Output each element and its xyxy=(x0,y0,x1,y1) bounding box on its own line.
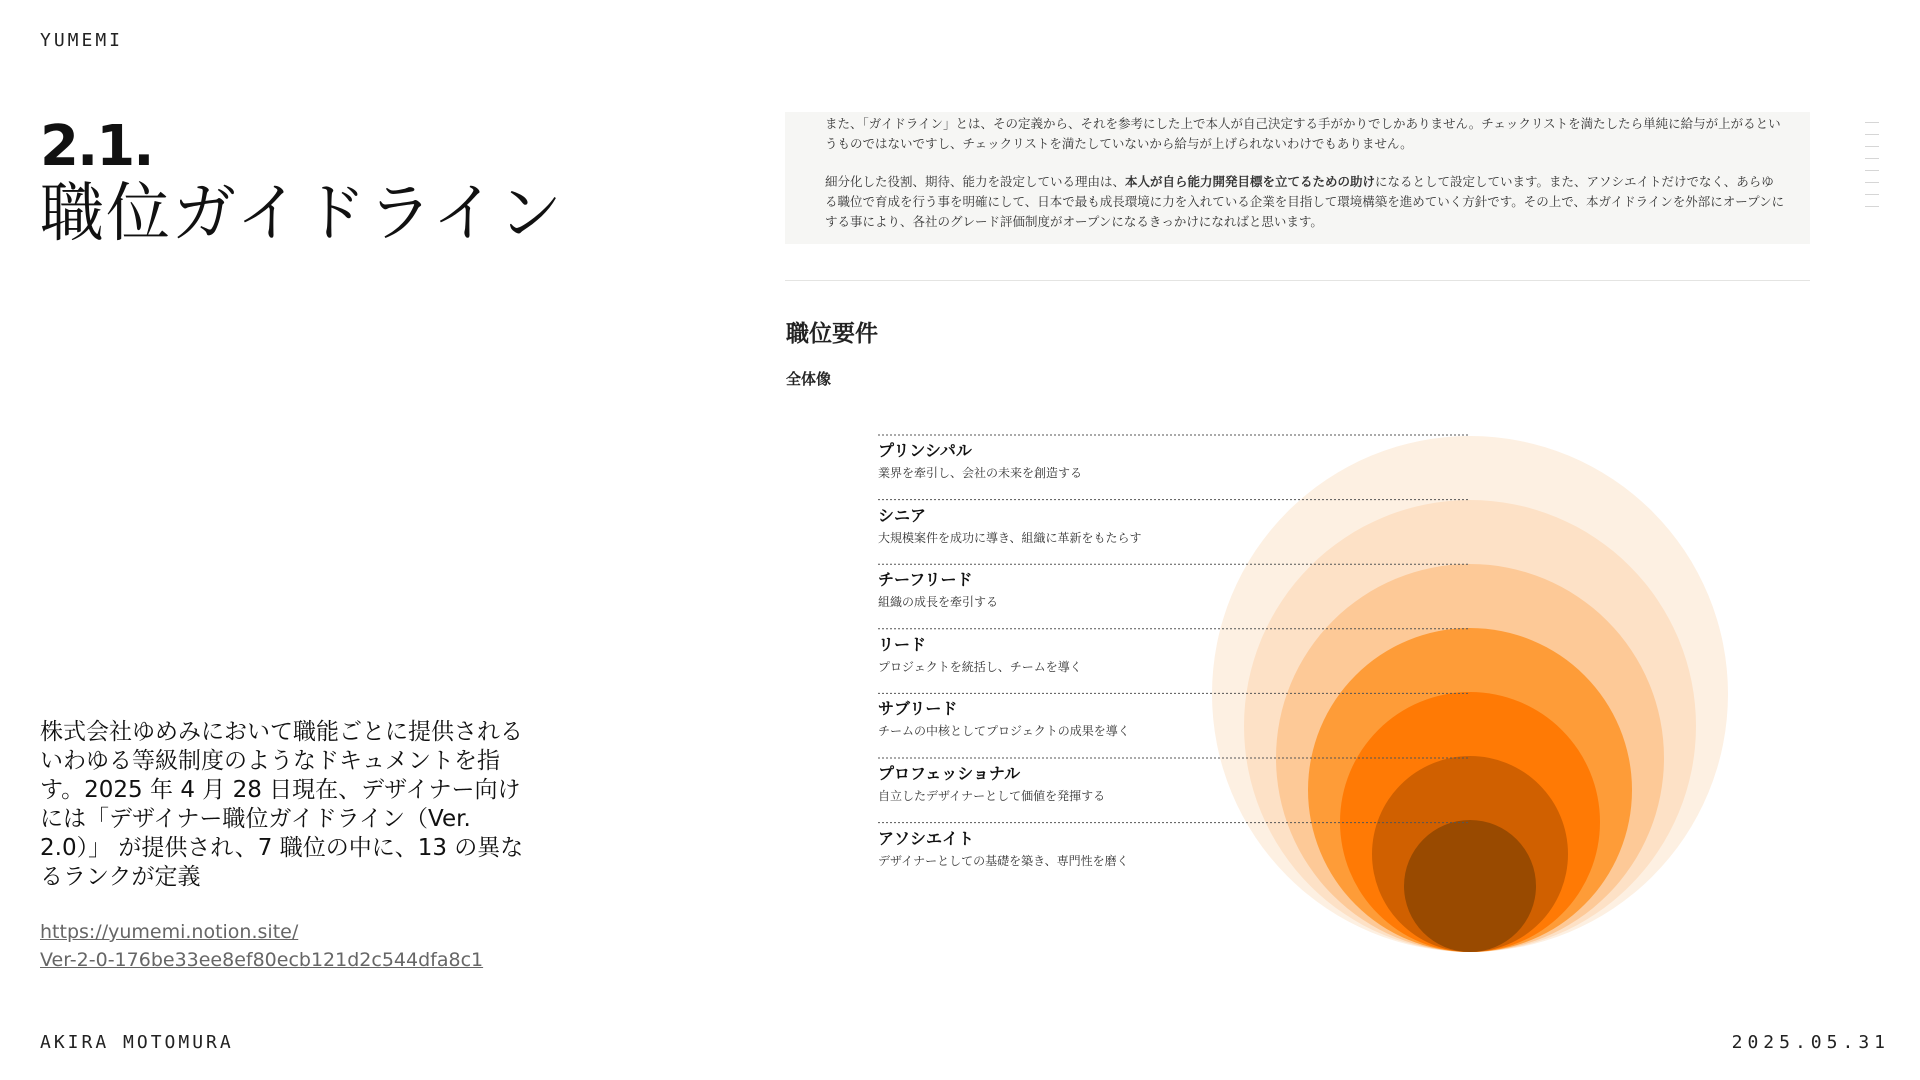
scroll-indicator[interactable] xyxy=(1865,122,1879,218)
guideline-link[interactable] xyxy=(40,918,483,974)
rank-description: デザイナーとしての基礎を築き、専門性を磨く xyxy=(878,853,1129,868)
rank-item xyxy=(878,698,1278,740)
rank-circle-5 xyxy=(1340,692,1600,952)
requirements-subheading: 全体像 xyxy=(786,370,832,388)
rank-item xyxy=(878,505,1278,547)
requirements-heading: 職位要件 xyxy=(786,321,878,347)
rank-circle-2 xyxy=(1244,500,1696,952)
rank-item xyxy=(878,634,1278,676)
brand-logo: YUMEMI xyxy=(40,30,124,51)
rank-name: シニア xyxy=(878,505,927,525)
section-number: 2.1. xyxy=(40,114,153,179)
rank-item xyxy=(878,440,1278,482)
rank-description: チームの中核としてプロジェクトの成果を導く xyxy=(878,724,1130,739)
divider xyxy=(785,280,1810,281)
date-label: 2025.05.31 xyxy=(1731,1032,1890,1053)
rank-description: 自立したデザイナーとして価値を発揮する xyxy=(878,789,1106,803)
callout-p2-text-end: になるとして設定しています。また、アソシエイトだけでなく、あらゆる職位で育成を行う事を明確にして、日本で最も成長環境に力を入れている企業を目指して環境構築を進めていく方針です。その上で、本ガイドラインを外部にオープンにする事により、各社のグレード評価制度がオープンになるきっかけになればと思います。 xyxy=(825,174,1785,229)
callout-box xyxy=(785,112,1810,244)
rank-circle-3 xyxy=(1276,564,1664,952)
rank-description: プロジェクトを統括し、チームを導く xyxy=(878,659,1082,674)
rank-description: 組織の成長を牽引する xyxy=(878,595,999,610)
rank-name: リード xyxy=(878,634,927,654)
callout-paragraph-2 xyxy=(825,172,1785,232)
rank-description: 大規模案件を成功に導き、組織に革新をもたらす xyxy=(878,530,1142,545)
rank-name: プリンシパル xyxy=(878,441,972,460)
rank-item xyxy=(878,828,1278,870)
link-line-1: https://yumemi.notion.site/ xyxy=(40,921,299,943)
rank-circle-6 xyxy=(1372,756,1568,952)
callout-p2-text-start: 細分化した役割、期待、能力を設定している理由は、 xyxy=(825,174,1126,189)
rank-circle-7 xyxy=(1404,820,1536,952)
rank-circle-1 xyxy=(1212,436,1728,952)
description-text: 株式会社ゆめみにおいて職能ごとに提供されるいわゆる等級制度のようなドキュメントを指す。2025 年 4 月 28 日現在、デザイナー向けには「デザイナー職位ガイドライン（Ver. 2.0）」 が提供され、7 職位の中に、13 の異なるランクが定義 xyxy=(40,719,524,890)
rank-name: プロフェッショナル xyxy=(878,764,1021,783)
rank-name: チーフリード xyxy=(878,570,973,590)
rank-description: 業界を牽引し、会社の未来を創造する xyxy=(878,466,1083,480)
link-line-2: Ver-2-0-176be33ee8ef80ecb121d2c544dfa8c1 xyxy=(40,949,484,971)
callout-p2-bold: 本人が自ら能力開発目標を立てるための助け xyxy=(1125,174,1376,189)
rank-item xyxy=(878,763,1278,805)
author-name: AKIRA MOTOMURA xyxy=(40,1032,234,1053)
rank-name: サブリード xyxy=(878,699,958,719)
page-title: 職位ガイドライン xyxy=(40,177,565,251)
rank-circle-4 xyxy=(1308,628,1632,952)
rank-name: アソシエイト xyxy=(878,828,975,848)
rank-item xyxy=(878,569,1278,611)
callout-paragraph-1: また、「ガイドライン」とは、その定義から、それを参考にした上で本人が自己決定する手がかりでしかありません。チェックリストを満たしたら単純に給与が上がるというものではないですし、チェックリストを満たしていないから給与が上げられないわけでもありません。 xyxy=(825,116,1781,151)
